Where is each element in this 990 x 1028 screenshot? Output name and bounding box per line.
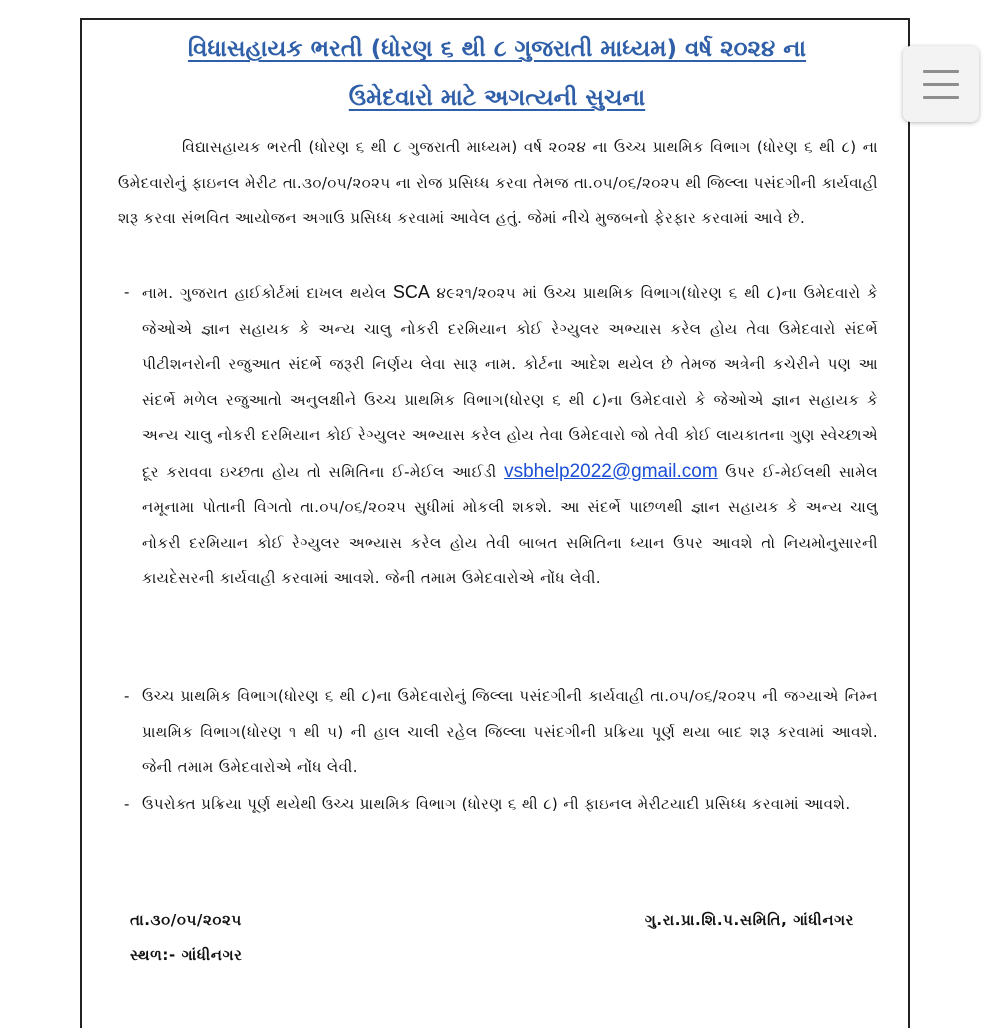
menu-bar-icon	[923, 83, 959, 86]
bullet-dash: -	[124, 687, 130, 705]
menu-bar-icon	[923, 70, 959, 73]
case-number-prefix: SCA	[392, 282, 430, 302]
notice-title-line1: વિધાસહાયક ભરતી (ધોરણ ૬ થી ૮ ગુજરાતી માધ્યમ) વર્ષ ૨૦૨૪ ના	[187, 36, 807, 62]
bullet-2-text: ઉચ્ચ પ્રાથમિક વિભાગ(ધોરણ ૬ થી ૮)ના ઉમેદવારોનું જિલ્લા પસંદગીની કાર્યવાહી તા.૦૫/૦૬/૨૦૨૫ ની જગ્યાએ નિમ્ન પ્રાથમિક વિભાગ(ધોરણ ૧ થી ૫) ની હાલ ચાલી રહેલ જિલ્લા પસંદગીની પ્રક્રિયા પૂર્ણ થયા બાદ શરૂ કરવામાં આવશે. જેની તમામ ઉમેદવારોએ નોંધ લેવી.	[142, 687, 878, 776]
notice-place: સ્થળ:- ગાંધીનગર	[130, 946, 243, 964]
bullet-1-text-c: ઉપર ઈ-મેઈલથી સામેલ નમૂનામા પોતાની વિગતો તા.૦૫/૦૬/૨૦૨૫ સુધીમાં મોકલી શકશે. આ સંદર્ભે પાછળથી જ્ઞાન સહાયક કે અન્ય ચાલુ નોકરી દરમિયાન કોઈ રેગ્યુલર અભ્યાસ કરેલ હોય તેવી બાબત સમિતિના ધ્યાન ઉપર આવશે તો નિયમોનુસારની કાયદેસરની કાર્યવાહી કરવામાં આવશે. જેની તમામ ઉમેદવારોએ નોંધ લેવી.	[142, 462, 878, 587]
bullet-1-text-b: ૪૯૨૧/૨૦૨૫ માં ઉચ્ચ પ્રાથમિક વિભાગ(ધોરણ ૬ થી ૮)ના ઉમેદવારો કે જેઓએ જ્ઞાન સહાયક કે અન્ય ચાલુ નોકરી દરમિયાન કોઈ રેગ્યુલર અભ્યાસ કરેલ હોય તેવા ઉમેદવારો સંદર્ભે પીટીશનરોની રજુઆત સંદર્ભે જરૂરી નિર્ણય લેવા સારૂ નામ. કોર્ટના આદેશ થયેલ છે તેમજ અત્રેની કચેરીને પણ આ સંદર્ભે મળેલ રજુઆતો અનુલક્ષીને ઉચ્ચ પ્રાથમિક વિભાગ(ધોરણ ૬ થી ૮)ના ઉમેદવારો કે જેઓએ જ્ઞાન સહાયક કે અન્ય ચાલુ નોકરી દરમિયાન કોઈ રેગ્યુલર અભ્યાસ કરેલ હોય તેવા ઉમેદવારો જો તેવી કોઈ લાયકાતના ગુણ સ્વેચ્છાએ દૂર કરાવવા ઇચ્છતા હોય તો સમિતિના ઈ-મેઈલ આઈડી	[142, 284, 879, 481]
bullet-dash: -	[124, 795, 130, 813]
notice-date: તા.૩૦/૦૫/૨૦૨૫	[130, 911, 242, 929]
hamburger-menu-button[interactable]	[903, 46, 979, 122]
email-link[interactable]: vsbhelp2022@gmail.com	[504, 460, 718, 482]
bullet-dash: -	[124, 283, 130, 301]
bullet-item-2	[124, 679, 878, 786]
menu-bar-icon	[923, 96, 959, 99]
bullet-item-3	[124, 787, 878, 823]
bullet-1-text-a: નામ. ગુજરાત હાઈકોર્ટમાં દાખલ થયેલ	[142, 284, 387, 302]
intro-paragraph: વિદ્યાસહાયક ભરતી (ધોરણ ૬ થી ૮ ગુજરાતી માધ્યમ) વર્ષ ૨૦૨૪ ના ઉચ્ચ પ્રાથમિક વિભાગ (ધોરણ ૬ થી ૮) ના ઉમેદવારોનું ફાઇનલ મેરીટ તા.૩૦/૦૫/૨૦૨૫ ના રોજ પ્રસિધ્ધ કરવા તેમજ તા.૦૫/૦૬/૨૦૨૫ થી જિલ્લા પસંદગીની કાર્યવાહી શરૂ કરવા સંભવિત આયોજન અગાઉ પ્રસિધ્ધ કરવામાં આવેલ હતું. જેમાં નીચે મુજબનો ફેરફાર કરવામાં આવે છે.	[118, 138, 878, 227]
notice-document	[80, 18, 910, 1028]
bullet-item-1	[124, 275, 879, 597]
issuer-signature: ગુ.રા.પ્રા.શિ.પ.સમિતિ, ગાંધીનગર	[644, 911, 854, 929]
notice-title-line2: ઉમેદવારો માટે અગત્યની સુચના	[348, 85, 646, 111]
bullet-3-text: ઉપરોક્ત પ્રક્રિયા પૂર્ણ થયેથી ઉચ્ચ પ્રાથમિક વિભાગ (ધોરણ ૬ થી ૮) ની ફાઇનલ મેરીટયાદી પ્રસિધ્ધ કરવામાં આવશે.	[142, 795, 851, 813]
